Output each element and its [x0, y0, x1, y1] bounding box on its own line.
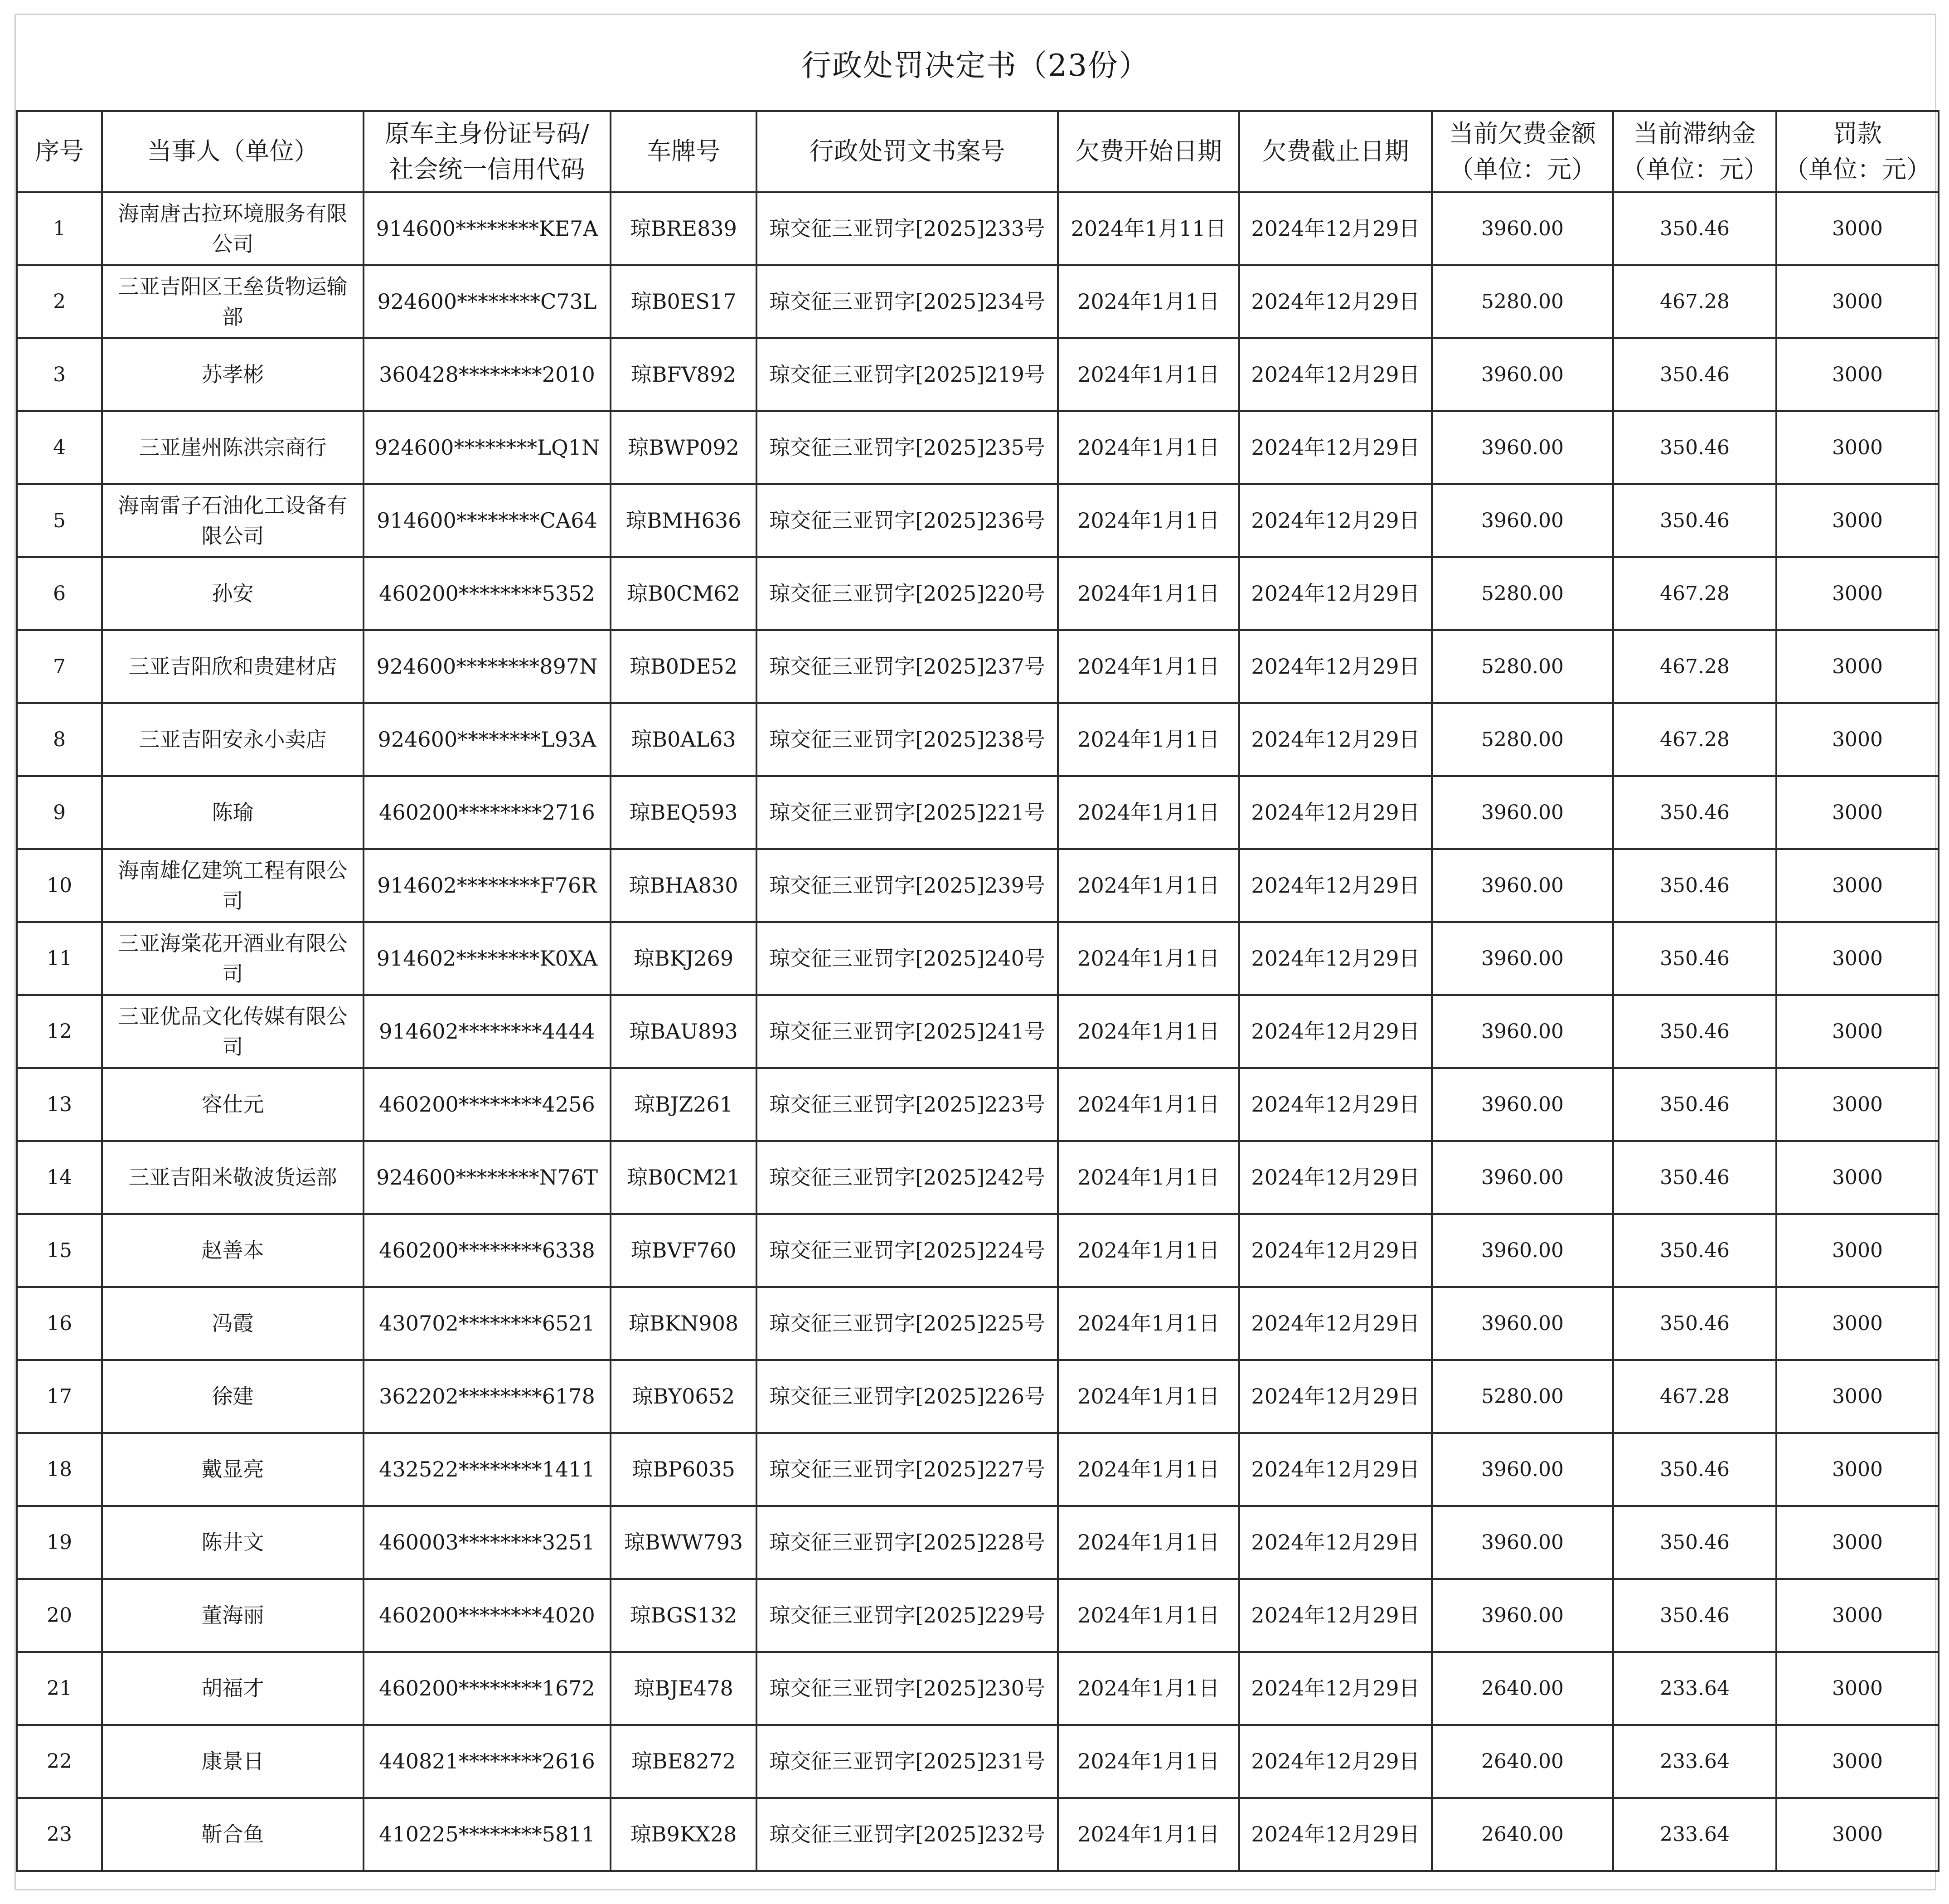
cell-seq: 23	[17, 1798, 102, 1871]
cell-seq: 8	[17, 703, 102, 776]
cell-party: 徐建	[102, 1360, 364, 1433]
column-header-fine	[1776, 111, 1939, 192]
cell-end-date: 2024年12月29日	[1239, 1725, 1432, 1798]
cell-party: 靳合鱼	[102, 1798, 364, 1871]
table-row	[17, 1433, 1939, 1506]
table-row	[17, 1652, 1939, 1725]
cell-id-code: 362202********6178	[364, 1360, 611, 1433]
cell-party: 冯霞	[102, 1287, 364, 1360]
cell-late-fee: 350.46	[1613, 338, 1776, 411]
cell-end-date: 2024年12月29日	[1239, 557, 1432, 630]
cell-start-date: 2024年1月1日	[1058, 1360, 1239, 1433]
cell-id-code: 440821********2616	[364, 1725, 611, 1798]
cell-id-code: 460200********4020	[364, 1579, 611, 1652]
cell-plate: 琼BJE478	[611, 1652, 756, 1725]
table-body	[17, 192, 1939, 1871]
table-row	[17, 630, 1939, 703]
cell-case-no: 琼交征三亚罚字[2025]228号	[756, 1506, 1058, 1579]
cell-party: 陈瑜	[102, 776, 364, 849]
cell-end-date: 2024年12月29日	[1239, 922, 1432, 995]
table-row	[17, 484, 1939, 557]
cell-case-no: 琼交征三亚罚字[2025]238号	[756, 703, 1058, 776]
cell-party: 海南雷子石油化工设备有限公司	[102, 484, 364, 557]
cell-late-fee: 233.64	[1613, 1652, 1776, 1725]
table-row	[17, 411, 1939, 484]
cell-end-date: 2024年12月29日	[1239, 1360, 1432, 1433]
cell-id-code: 914602********K0XA	[364, 922, 611, 995]
cell-fine: 3000	[1776, 849, 1939, 922]
cell-id-code: 924600********LQ1N	[364, 411, 611, 484]
cell-late-fee: 233.64	[1613, 1798, 1776, 1871]
cell-arrears: 2640.00	[1432, 1798, 1613, 1871]
cell-end-date: 2024年12月29日	[1239, 1579, 1432, 1652]
cell-fine: 3000	[1776, 776, 1939, 849]
table-row	[17, 338, 1939, 411]
cell-party: 三亚优品文化传媒有限公司	[102, 995, 364, 1068]
cell-end-date: 2024年12月29日	[1239, 484, 1432, 557]
cell-late-fee: 350.46	[1613, 1579, 1776, 1652]
cell-end-date: 2024年12月29日	[1239, 411, 1432, 484]
cell-id-code: 360428********2010	[364, 338, 611, 411]
cell-plate: 琼BJZ261	[611, 1068, 756, 1141]
cell-party: 三亚吉阳安永小卖店	[102, 703, 364, 776]
cell-id-code: 460003********3251	[364, 1506, 611, 1579]
cell-plate: 琼BMH636	[611, 484, 756, 557]
cell-arrears: 3960.00	[1432, 922, 1613, 995]
cell-fine: 3000	[1776, 1433, 1939, 1506]
cell-id-code: 924600********L93A	[364, 703, 611, 776]
cell-case-no: 琼交征三亚罚字[2025]237号	[756, 630, 1058, 703]
cell-party: 容仕元	[102, 1068, 364, 1141]
table-row	[17, 703, 1939, 776]
cell-case-no: 琼交征三亚罚字[2025]241号	[756, 995, 1058, 1068]
cell-plate: 琼B0CM21	[611, 1141, 756, 1214]
column-header-line1: 行政处罚文书案号	[809, 137, 1005, 166]
table-row	[17, 849, 1939, 922]
cell-end-date: 2024年12月29日	[1239, 1214, 1432, 1287]
cell-end-date: 2024年12月29日	[1239, 1652, 1432, 1725]
column-header-line2: （单位：元）	[1621, 155, 1768, 184]
cell-late-fee: 467.28	[1613, 1360, 1776, 1433]
table-row	[17, 1725, 1939, 1798]
cell-arrears: 5280.00	[1432, 557, 1613, 630]
table-row	[17, 192, 1939, 265]
cell-id-code: 432522********1411	[364, 1433, 611, 1506]
cell-case-no: 琼交征三亚罚字[2025]224号	[756, 1214, 1058, 1287]
cell-case-no: 琼交征三亚罚字[2025]234号	[756, 265, 1058, 338]
cell-start-date: 2024年1月1日	[1058, 1214, 1239, 1287]
cell-plate: 琼B0DE52	[611, 630, 756, 703]
cell-start-date: 2024年1月1日	[1058, 1579, 1239, 1652]
cell-plate: 琼BKN908	[611, 1287, 756, 1360]
cell-id-code: 914602********F76R	[364, 849, 611, 922]
cell-late-fee: 350.46	[1613, 1506, 1776, 1579]
cell-case-no: 琼交征三亚罚字[2025]232号	[756, 1798, 1058, 1871]
cell-party: 三亚吉阳米敬波货运部	[102, 1141, 364, 1214]
cell-end-date: 2024年12月29日	[1239, 995, 1432, 1068]
cell-seq: 19	[17, 1506, 102, 1579]
cell-arrears: 3960.00	[1432, 1579, 1613, 1652]
table-row	[17, 1798, 1939, 1871]
cell-start-date: 2024年1月1日	[1058, 1287, 1239, 1360]
cell-case-no: 琼交征三亚罚字[2025]223号	[756, 1068, 1058, 1141]
cell-seq: 6	[17, 557, 102, 630]
cell-plate: 琼BP6035	[611, 1433, 756, 1506]
cell-plate: 琼B9KX28	[611, 1798, 756, 1871]
cell-arrears: 3960.00	[1432, 1287, 1613, 1360]
cell-plate: 琼BWW793	[611, 1506, 756, 1579]
column-header-arrears	[1432, 111, 1613, 192]
cell-late-fee: 350.46	[1613, 995, 1776, 1068]
cell-id-code: 460200********6338	[364, 1214, 611, 1287]
cell-party: 三亚吉阳欣和贵建材店	[102, 630, 364, 703]
column-header-case-no	[756, 111, 1058, 192]
cell-fine: 3000	[1776, 265, 1939, 338]
cell-fine: 3000	[1776, 1214, 1939, 1287]
cell-fine: 3000	[1776, 1579, 1939, 1652]
cell-start-date: 2024年1月1日	[1058, 557, 1239, 630]
column-header-plate	[611, 111, 756, 192]
cell-end-date: 2024年12月29日	[1239, 1798, 1432, 1871]
table-row	[17, 1068, 1939, 1141]
cell-late-fee: 350.46	[1613, 484, 1776, 557]
table-row	[17, 922, 1939, 995]
cell-plate: 琼B0AL63	[611, 703, 756, 776]
cell-late-fee: 350.46	[1613, 1287, 1776, 1360]
cell-late-fee: 350.46	[1613, 1214, 1776, 1287]
table-row	[17, 1360, 1939, 1433]
cell-case-no: 琼交征三亚罚字[2025]236号	[756, 484, 1058, 557]
cell-fine: 3000	[1776, 1506, 1939, 1579]
cell-fine: 3000	[1776, 703, 1939, 776]
cell-id-code: 914600********KE7A	[364, 192, 611, 265]
cell-fine: 3000	[1776, 1798, 1939, 1871]
cell-late-fee: 350.46	[1613, 849, 1776, 922]
cell-arrears: 5280.00	[1432, 630, 1613, 703]
cell-start-date: 2024年1月1日	[1058, 1433, 1239, 1506]
cell-seq: 13	[17, 1068, 102, 1141]
cell-fine: 3000	[1776, 411, 1939, 484]
cell-case-no: 琼交征三亚罚字[2025]229号	[756, 1579, 1058, 1652]
cell-start-date: 2024年1月1日	[1058, 1725, 1239, 1798]
cell-case-no: 琼交征三亚罚字[2025]240号	[756, 922, 1058, 995]
table-row	[17, 1579, 1939, 1652]
cell-arrears: 2640.00	[1432, 1725, 1613, 1798]
cell-plate: 琼BWP092	[611, 411, 756, 484]
cell-party: 三亚海棠花开酒业有限公司	[102, 922, 364, 995]
cell-fine: 3000	[1776, 995, 1939, 1068]
cell-late-fee: 233.64	[1613, 1725, 1776, 1798]
cell-party: 三亚吉阳区王垒货物运输部	[102, 265, 364, 338]
cell-seq: 17	[17, 1360, 102, 1433]
cell-start-date: 2024年1月1日	[1058, 849, 1239, 922]
table-header	[17, 111, 1939, 192]
cell-seq: 20	[17, 1579, 102, 1652]
column-header-start-date	[1058, 111, 1239, 192]
cell-late-fee: 467.28	[1613, 265, 1776, 338]
cell-case-no: 琼交征三亚罚字[2025]225号	[756, 1287, 1058, 1360]
cell-start-date: 2024年1月1日	[1058, 1141, 1239, 1214]
cell-late-fee: 350.46	[1613, 411, 1776, 484]
column-header-line1: 车牌号	[647, 137, 720, 166]
column-header-party	[102, 111, 364, 192]
cell-fine: 3000	[1776, 630, 1939, 703]
column-header-line2: 社会统一信用代码	[389, 155, 585, 184]
table-row	[17, 776, 1939, 849]
cell-id-code: 460200********2716	[364, 776, 611, 849]
cell-start-date: 2024年1月1日	[1058, 1068, 1239, 1141]
cell-party: 康景日	[102, 1725, 364, 1798]
cell-party: 胡福才	[102, 1652, 364, 1725]
cell-late-fee: 350.46	[1613, 922, 1776, 995]
cell-arrears: 3960.00	[1432, 776, 1613, 849]
cell-end-date: 2024年12月29日	[1239, 265, 1432, 338]
cell-case-no: 琼交征三亚罚字[2025]227号	[756, 1433, 1058, 1506]
cell-late-fee: 467.28	[1613, 630, 1776, 703]
column-header-line1: 当前滞纳金	[1634, 119, 1756, 148]
column-header-seq	[17, 111, 102, 192]
table-row	[17, 1141, 1939, 1214]
cell-plate: 琼BFV892	[611, 338, 756, 411]
table-row	[17, 1214, 1939, 1287]
cell-seq: 18	[17, 1433, 102, 1506]
cell-plate: 琼BRE839	[611, 192, 756, 265]
cell-party: 苏孝彬	[102, 338, 364, 411]
cell-seq: 9	[17, 776, 102, 849]
table-row	[17, 995, 1939, 1068]
cell-plate: 琼BKJ269	[611, 922, 756, 995]
cell-id-code: 924600********C73L	[364, 265, 611, 338]
cell-party: 赵善本	[102, 1214, 364, 1287]
cell-plate: 琼BGS132	[611, 1579, 756, 1652]
cell-arrears: 5280.00	[1432, 1360, 1613, 1433]
cell-seq: 1	[17, 192, 102, 265]
cell-late-fee: 350.46	[1613, 1433, 1776, 1506]
cell-arrears: 2640.00	[1432, 1652, 1613, 1725]
cell-end-date: 2024年12月29日	[1239, 1287, 1432, 1360]
cell-party: 海南唐古拉环境服务有限公司	[102, 192, 364, 265]
cell-id-code: 430702********6521	[364, 1287, 611, 1360]
cell-start-date: 2024年1月11日	[1058, 192, 1239, 265]
column-header-line2: （单位：元）	[1449, 155, 1596, 184]
cell-end-date: 2024年12月29日	[1239, 849, 1432, 922]
cell-seq: 22	[17, 1725, 102, 1798]
table-row	[17, 1287, 1939, 1360]
cell-party: 孙安	[102, 557, 364, 630]
cell-end-date: 2024年12月29日	[1239, 703, 1432, 776]
cell-id-code: 924600********897N	[364, 630, 611, 703]
column-header-line1: 欠费截止日期	[1262, 137, 1409, 166]
cell-start-date: 2024年1月1日	[1058, 995, 1239, 1068]
cell-arrears: 3960.00	[1432, 849, 1613, 922]
cell-seq: 10	[17, 849, 102, 922]
cell-party: 三亚崖州陈洪宗商行	[102, 411, 364, 484]
cell-arrears: 3960.00	[1432, 192, 1613, 265]
cell-late-fee: 350.46	[1613, 776, 1776, 849]
cell-fine: 3000	[1776, 1287, 1939, 1360]
cell-arrears: 3960.00	[1432, 1141, 1613, 1214]
cell-end-date: 2024年12月29日	[1239, 1068, 1432, 1141]
column-header-line2: （单位：元）	[1784, 155, 1931, 184]
cell-fine: 3000	[1776, 922, 1939, 995]
cell-plate: 琼BEQ593	[611, 776, 756, 849]
cell-case-no: 琼交征三亚罚字[2025]230号	[756, 1652, 1058, 1725]
cell-party: 戴显亮	[102, 1433, 364, 1506]
penalty-table	[16, 110, 1939, 1872]
column-header-end-date	[1239, 111, 1432, 192]
cell-arrears: 3960.00	[1432, 995, 1613, 1068]
cell-seq: 4	[17, 411, 102, 484]
cell-late-fee: 350.46	[1613, 1068, 1776, 1141]
cell-plate: 琼BY0652	[611, 1360, 756, 1433]
cell-arrears: 3960.00	[1432, 411, 1613, 484]
cell-case-no: 琼交征三亚罚字[2025]242号	[756, 1141, 1058, 1214]
cell-plate: 琼B0ES17	[611, 265, 756, 338]
cell-end-date: 2024年12月29日	[1239, 1506, 1432, 1579]
cell-case-no: 琼交征三亚罚字[2025]219号	[756, 338, 1058, 411]
cell-id-code: 460200********1672	[364, 1652, 611, 1725]
cell-plate: 琼BAU893	[611, 995, 756, 1068]
cell-start-date: 2024年1月1日	[1058, 338, 1239, 411]
cell-seq: 2	[17, 265, 102, 338]
cell-case-no: 琼交征三亚罚字[2025]233号	[756, 192, 1058, 265]
column-header-line1: 罚款	[1833, 119, 1882, 148]
cell-case-no: 琼交征三亚罚字[2025]226号	[756, 1360, 1058, 1433]
cell-late-fee: 350.46	[1613, 1141, 1776, 1214]
cell-seq: 15	[17, 1214, 102, 1287]
header-row	[17, 111, 1939, 192]
cell-end-date: 2024年12月29日	[1239, 338, 1432, 411]
cell-late-fee: 467.28	[1613, 557, 1776, 630]
cell-end-date: 2024年12月29日	[1239, 192, 1432, 265]
cell-end-date: 2024年12月29日	[1239, 630, 1432, 703]
cell-fine: 3000	[1776, 1141, 1939, 1214]
cell-fine: 3000	[1776, 192, 1939, 265]
cell-start-date: 2024年1月1日	[1058, 1798, 1239, 1871]
cell-id-code: 460200********4256	[364, 1068, 611, 1141]
cell-start-date: 2024年1月1日	[1058, 1506, 1239, 1579]
cell-seq: 11	[17, 922, 102, 995]
cell-arrears: 3960.00	[1432, 484, 1613, 557]
cell-late-fee: 467.28	[1613, 703, 1776, 776]
cell-arrears: 3960.00	[1432, 1506, 1613, 1579]
cell-case-no: 琼交征三亚罚字[2025]239号	[756, 849, 1058, 922]
column-header-line1: 序号	[35, 137, 84, 166]
cell-arrears: 3960.00	[1432, 1214, 1613, 1287]
cell-plate: 琼BE8272	[611, 1725, 756, 1798]
cell-plate: 琼BVF760	[611, 1214, 756, 1287]
document-title: 行政处罚决定书（23份）	[801, 48, 1149, 83]
cell-fine: 3000	[1776, 1360, 1939, 1433]
cell-arrears: 5280.00	[1432, 265, 1613, 338]
column-header-line1: 当前欠费金额	[1449, 119, 1596, 148]
document-page	[15, 14, 1936, 1890]
cell-start-date: 2024年1月1日	[1058, 484, 1239, 557]
cell-arrears: 3960.00	[1432, 1068, 1613, 1141]
cell-seq: 5	[17, 484, 102, 557]
cell-seq: 12	[17, 995, 102, 1068]
cell-arrears: 3960.00	[1432, 338, 1613, 411]
column-header-late-fee	[1613, 111, 1776, 192]
column-header-line1: 原车主身份证号码/	[385, 119, 589, 148]
cell-end-date: 2024年12月29日	[1239, 776, 1432, 849]
cell-case-no: 琼交征三亚罚字[2025]235号	[756, 411, 1058, 484]
cell-id-code: 924600********N76T	[364, 1141, 611, 1214]
cell-seq: 7	[17, 630, 102, 703]
table-row	[17, 1506, 1939, 1579]
cell-case-no: 琼交征三亚罚字[2025]231号	[756, 1725, 1058, 1798]
cell-case-no: 琼交征三亚罚字[2025]220号	[756, 557, 1058, 630]
table-row	[17, 265, 1939, 338]
cell-start-date: 2024年1月1日	[1058, 411, 1239, 484]
cell-party: 海南雄亿建筑工程有限公司	[102, 849, 364, 922]
cell-late-fee: 350.46	[1613, 192, 1776, 265]
cell-end-date: 2024年12月29日	[1239, 1433, 1432, 1506]
cell-seq: 21	[17, 1652, 102, 1725]
cell-fine: 3000	[1776, 557, 1939, 630]
cell-case-no: 琼交征三亚罚字[2025]221号	[756, 776, 1058, 849]
cell-seq: 14	[17, 1141, 102, 1214]
cell-fine: 3000	[1776, 338, 1939, 411]
column-header-line1: 欠费开始日期	[1075, 137, 1222, 166]
cell-id-code: 460200********5352	[364, 557, 611, 630]
column-header-id-code	[364, 111, 611, 192]
cell-arrears: 3960.00	[1432, 1433, 1613, 1506]
cell-start-date: 2024年1月1日	[1058, 776, 1239, 849]
table-row	[17, 557, 1939, 630]
cell-seq: 16	[17, 1287, 102, 1360]
cell-start-date: 2024年1月1日	[1058, 922, 1239, 995]
cell-plate: 琼B0CM62	[611, 557, 756, 630]
cell-party: 陈井文	[102, 1506, 364, 1579]
cell-start-date: 2024年1月1日	[1058, 265, 1239, 338]
cell-start-date: 2024年1月1日	[1058, 703, 1239, 776]
cell-plate: 琼BHA830	[611, 849, 756, 922]
column-header-line1: 当事人（单位）	[147, 137, 319, 166]
cell-fine: 3000	[1776, 1652, 1939, 1725]
cell-fine: 3000	[1776, 1068, 1939, 1141]
cell-id-code: 914600********CA64	[364, 484, 611, 557]
cell-id-code: 410225********5811	[364, 1798, 611, 1871]
cell-arrears: 5280.00	[1432, 703, 1613, 776]
cell-start-date: 2024年1月1日	[1058, 630, 1239, 703]
cell-seq: 3	[17, 338, 102, 411]
cell-end-date: 2024年12月29日	[1239, 1141, 1432, 1214]
cell-party: 董海丽	[102, 1579, 364, 1652]
cell-fine: 3000	[1776, 484, 1939, 557]
cell-fine: 3000	[1776, 1725, 1939, 1798]
cell-start-date: 2024年1月1日	[1058, 1652, 1239, 1725]
cell-id-code: 914602********4444	[364, 995, 611, 1068]
